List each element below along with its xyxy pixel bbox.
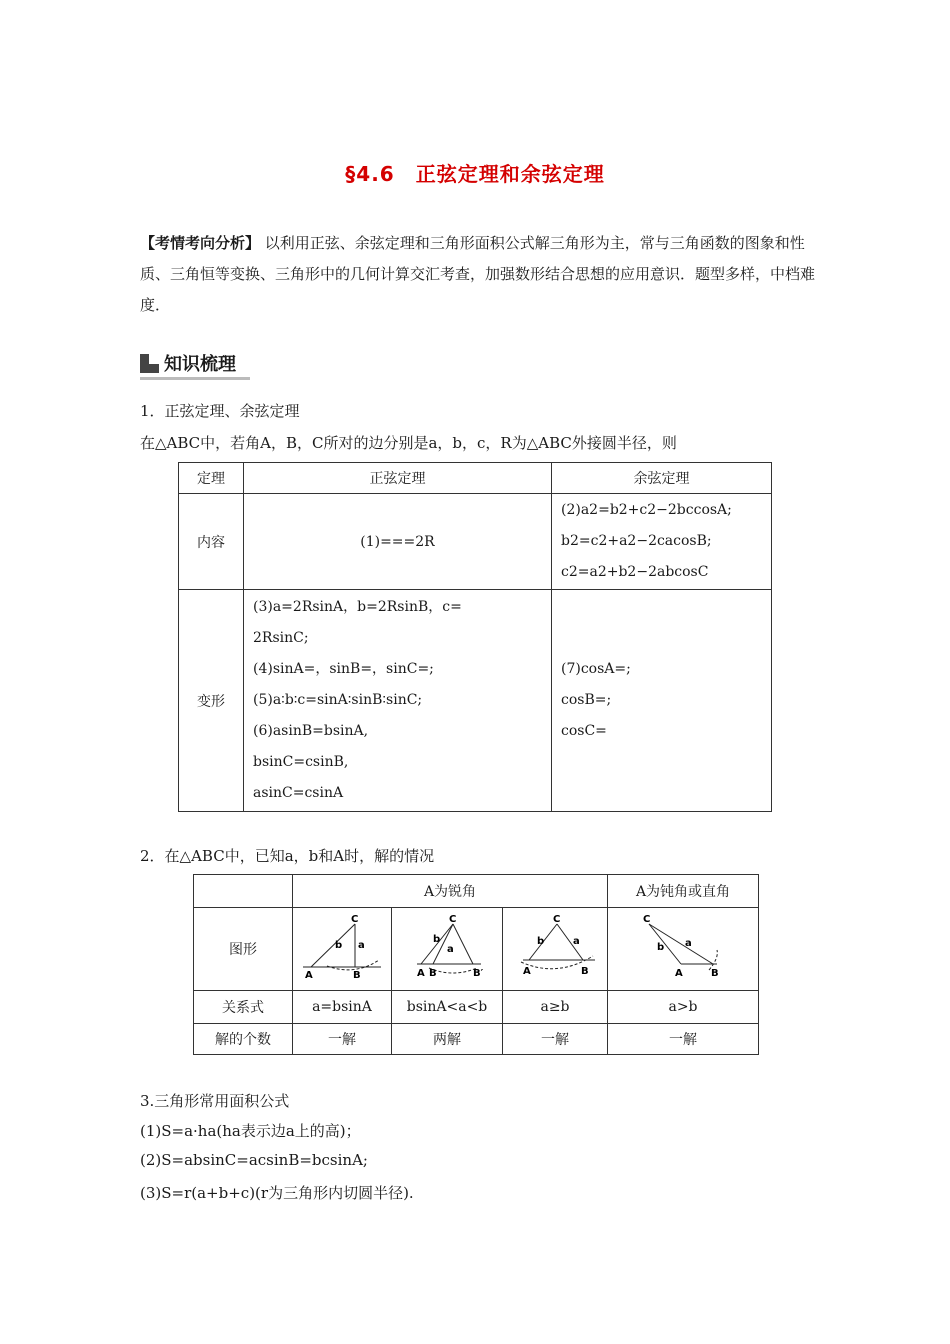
svg-text:C: C [553,914,561,925]
figure-label: 图形 [194,908,293,991]
cosine-formula-c: c2=a2+b2−2abcosC [561,564,709,580]
svg-text:a: a [358,940,365,951]
svg-text:b: b [537,936,545,947]
item3-heading: 3.三角形常用面积公式 [140,1092,290,1110]
svg-text:a: a [447,944,454,955]
sine-variant-line: asinC=csinA [253,785,344,801]
figure-obtuse [608,908,759,991]
cosine-variant-line: (7)cosA=; [561,661,631,677]
triangle-figure-icon [297,912,387,982]
figure-one-solution-acute [293,908,392,991]
analysis-tag: 【考情考向分析】 [140,234,261,252]
svg-text:C: C [449,914,457,925]
cosine-variant-line: cosB=; [561,692,612,708]
cosine-variants [552,590,772,812]
cosine-formula-a: (2)a2=b2+c2−2bccosA; [561,502,732,518]
svg-text:B: B [711,968,719,979]
section-heading [140,348,250,378]
sine-content: (1)===2R [244,494,552,590]
sine-variant-line: (3)a=2RsinA，b=2RsinB，c= [253,599,462,615]
sine-variants [244,590,552,812]
figure-two-solutions [392,908,503,991]
section-heading-text: 知识梳理 [164,354,236,375]
triangle-figure-icon [507,912,603,982]
area-formula-2: (2)S=absinC=acsinB=bcsinA; [140,1151,368,1169]
acute-header: A为锐角 [293,875,608,908]
content-label: 内容 [179,494,244,590]
item2-heading: 2．在△ABC中，已知a，b和A时，解的情况 [140,847,435,865]
svg-text:B′: B′ [473,968,484,979]
svg-text:C: C [643,914,651,925]
count-cell: 一解 [293,1024,392,1055]
relation-cell: a>b [608,991,759,1024]
figure-one-solution-a-ge-b [503,908,608,991]
triangle-figure-icon [623,912,743,982]
cosine-variant-line: cosC= [561,723,607,739]
relation-cell: a=bsinA [293,991,392,1024]
count-cell: 两解 [392,1024,503,1055]
cosine-content [552,494,772,590]
cosine-formula-b: b2=c2+a2−2cacosB; [561,533,712,549]
theorem-header: 定理 [179,463,244,494]
svg-text:A: A [523,966,531,977]
theorem-table [178,462,772,812]
count-cell: 一解 [608,1024,759,1055]
svg-text:a: a [685,938,692,949]
item1-heading: 1．正弦定理、余弦定理 [140,402,300,420]
page-title: §4.6 正弦定理和余弦定理 [345,162,605,186]
svg-text:A: A [305,970,313,981]
sine-variant-line: (6)asinB=bsinA, [253,723,369,739]
solution-table [193,874,759,1055]
svg-text:C: C [351,914,359,925]
relation-cell: bsinA<a<b [392,991,503,1024]
svg-text:a: a [573,936,580,947]
svg-text:B: B [581,966,589,977]
cosine-header: 余弦定理 [552,463,772,494]
obtuse-header: A为钝角或直角 [608,875,759,908]
count-cell: 一解 [503,1024,608,1055]
svg-text:b: b [335,940,343,951]
svg-text:b: b [657,942,665,953]
count-label: 解的个数 [194,1024,293,1055]
sine-variant-line: bsinC=csinB, [253,754,349,770]
svg-text:B: B [353,970,361,981]
area-formula-3: (3)S=r(a+b+c)(r为三角形内切圆半径). [140,1184,414,1202]
sine-variant-line: (4)sinA=，sinB=，sinC=; [253,661,434,677]
svg-text:A: A [675,968,683,979]
relation-cell: a≥b [503,991,608,1024]
area-formula-1: (1)S=a·ha(ha表示边a上的高)； [140,1122,361,1140]
sine-variant-line: (5)a∶b∶c=sinA∶sinB∶sinC; [253,692,423,708]
svg-text:B: B [429,968,437,979]
relation-label: 关系式 [194,991,293,1024]
sine-variant-line: 2RsinC; [253,630,309,646]
analysis-text: 以利用正弦、余弦定理和三角形面积公式解三角形为主，常与三角函数的图象和性质、三角恒等变换、三角形中的几何计算交汇考查，加强数形结合思想的应用意识．题型多样，中档难度． [140,234,816,314]
variant-label: 变形 [179,590,244,812]
triangle-figure-icon [397,912,497,982]
item1-intro: 在△ABC中，若角A，B，C所对的边分别是a，b，c，R为△ABC外接圆半径，则 [140,434,677,452]
analysis-paragraph [140,228,820,321]
svg-text:b: b [433,934,441,945]
sine-header: 正弦定理 [244,463,552,494]
svg-text:A: A [417,968,425,979]
